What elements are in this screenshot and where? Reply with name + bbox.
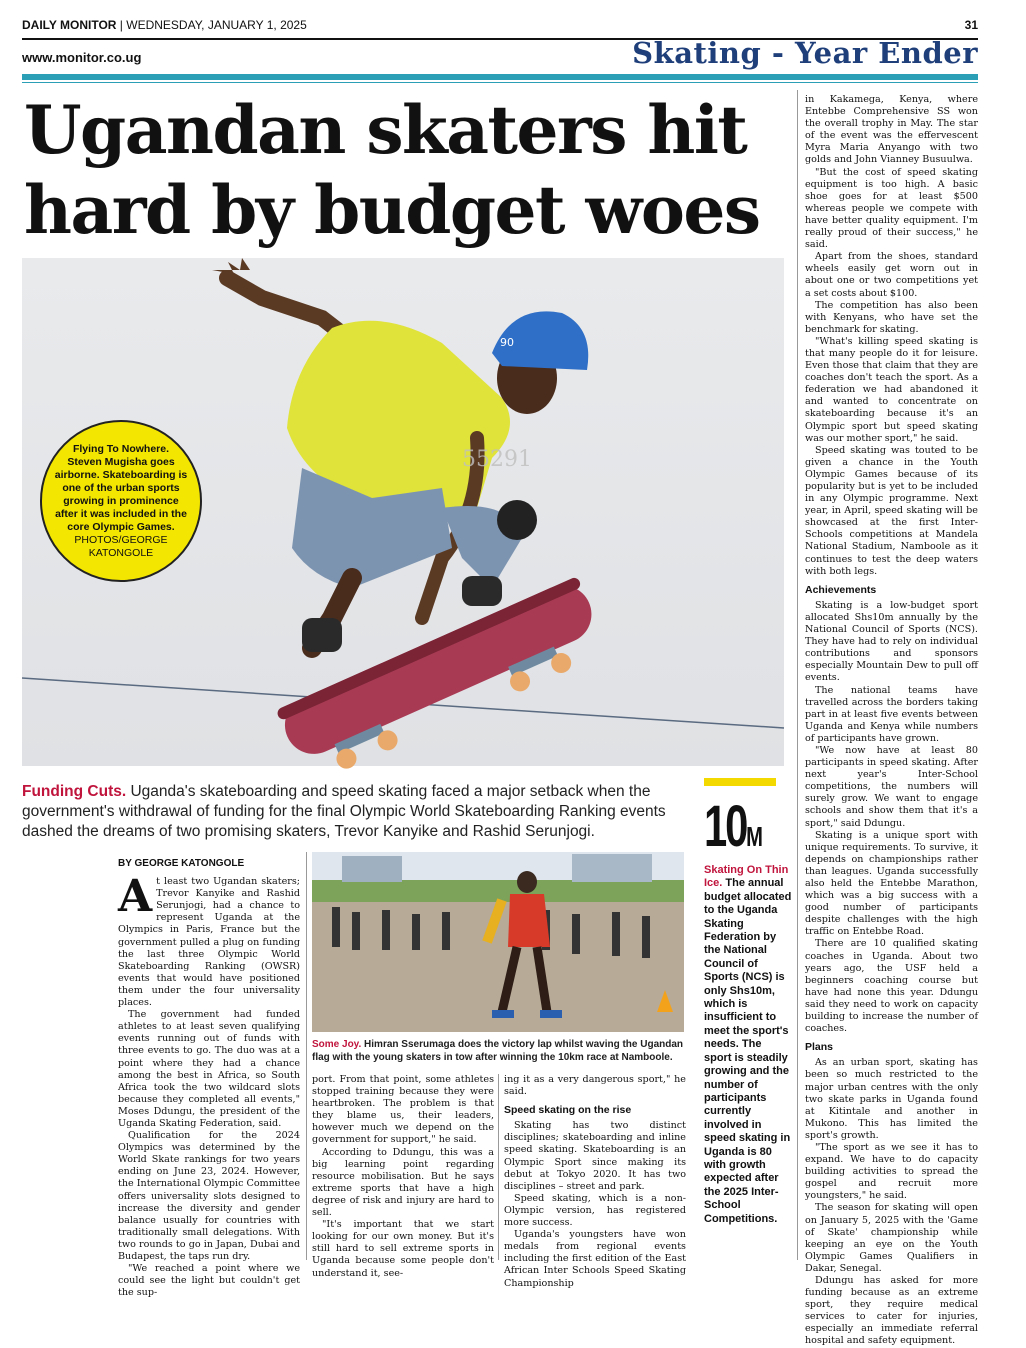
- photo-caption-bubble: [40, 420, 202, 582]
- stat-number: 10M: [704, 794, 761, 859]
- subheading-plans: Plans: [805, 1041, 834, 1054]
- article-column-1: [118, 858, 300, 1299]
- paragraph: Skating is a unique sport with unique requirements. To survive, it depends on championships rather than leagues. Uganda successfully also held the Entebbe Marathon, which was a big success with a good number of participants despite challenges with the high traffic on Entebbe Road.: [805, 829, 978, 938]
- drop-cap: A: [118, 871, 153, 923]
- paragraph: The season for skating will open on January 5, 2025 with the 'Game of Skate' championship while keeping an eye on the Youth Olympic Games Qualifiers in Dakar, Senegal.: [805, 1202, 978, 1274]
- bubble-body: Steven Mugisha goes airborne. Skateboarding is one of the urban sports growing in prominence after it was included in the core Olympic Games.: [54, 455, 188, 533]
- paragraph: As an urban sport, skating has been so much restricted to the major urban centres with the only two skate parks in Uganda found at Kitintale and another in Mukono. This has limited the sport's growth.: [805, 1057, 978, 1141]
- paragraph: ing it as a very dangerous sport," he said.: [504, 1074, 686, 1098]
- section-title: Skating - Year Ender: [632, 36, 978, 70]
- standfirst-lead: Funding Cuts.: [22, 783, 127, 800]
- race-caption-text: Himran Sserumaga does the victory lap whilst waving the Ugandan flag with the young skaters in tow after winning the 10km race at Namboole.: [312, 1039, 684, 1063]
- article-column-2: [312, 1074, 494, 1280]
- column-divider: [797, 90, 798, 1260]
- section-thin-rule: [22, 82, 978, 83]
- photo-credit: PHOTOS/GEORGE KATONGOLE: [74, 533, 168, 559]
- paragraph: The competition has also been with Kenyans, who have set the benchmark for skating.: [805, 299, 978, 335]
- race-illustration: [312, 852, 684, 1032]
- paragraph: "The sport as we see it has to expand. We have to do capacity building activities to spread the gospel and recruit more youngsters," he said.: [805, 1141, 978, 1202]
- paragraph: Skating has two distinct disciplines; skateboarding and inline speed skating. Skateboarding is an Olympic Sport since making its debut at Tokyo 2020. It has two disciplines – street and park.: [504, 1120, 686, 1192]
- paragraph: There are 10 qualified skating coaches in Uganda. About two years ago, the USF held a beginners coaching course but have had none this year. Ddungu said they need to work on capacity building to increase the number of coaches.: [805, 938, 978, 1035]
- headline-line-2: hard by budget woes: [24, 171, 760, 249]
- masthead-bar: [22, 18, 978, 36]
- site-url[interactable]: www.monitor.co.ug: [22, 50, 142, 65]
- paragraph: Uganda's youngsters have won medals from regional events including the first edition of the East African Inter Schools Speed Skating Championship: [504, 1229, 686, 1289]
- race-caption-lead: Some Joy.: [312, 1039, 362, 1050]
- paragraph: Speed skating, which is a non-Olympic version, has registered more success.: [504, 1192, 686, 1229]
- stat-accent-bar: [704, 778, 776, 786]
- paragraph: "What's killing speed skating is that many people do it for leisure. Even those that claim that they are coaches don't teach the sport. As a federation we had abandoned it and wanted to concentrate on skateboarding because it's an Olympic sport but speed skating was our mother sport," he said.: [805, 335, 978, 444]
- paragraph: "We reached a point where we could see the light but couldn't get the sup-: [118, 1263, 300, 1299]
- paragraph: Ddungu has asked for more funding because as an extreme sport, they require medical services to cater for injuries, especially an immediate referral hospital and safety equipment.: [805, 1275, 978, 1347]
- helmet-number: 90: [500, 336, 514, 349]
- article-column-3: [504, 1074, 686, 1290]
- paragraph: The national teams have travelled across the borders taking part in at least five events between Uganda and Kenya while numbers of participants have grown.: [805, 684, 978, 744]
- article-column-right: [805, 94, 978, 1348]
- paragraph: At least two Ugandan skaters; Trevor Kanyike and Rashid Serunjogi, had a chance to represent Uganda at the Olympics in Paris, France but the government pulled a plug on funding the last three Olympic World Skateboarding Ranking (OWSR) events that would have positioned them under the four universality places.: [118, 871, 300, 1009]
- standfirst: [22, 782, 696, 842]
- masthead-date: | WEDNESDAY, JANUARY 1, 2025: [116, 18, 307, 32]
- subheading-achievements: Achievements: [805, 583, 877, 596]
- stat-text: [704, 864, 792, 1226]
- paragraph: The government had funded athletes to at least seven qualifying events running out of funds with three events to go. The duo was at a point where they had a chance among the best in Africa, so South Africa took the two wildcard slots because they completed all events," Moses Ddungu, the president of the Uganda Skating Federation, said.: [118, 1009, 300, 1129]
- byline: BY GEORGE KATONGOLE: [118, 858, 245, 869]
- paragraph: Qualification for the 2024 Olympics was determined by the World Skate rankings for two years ending on June 23, 2024. However, the International Olympic Committee offers universality slots designed to increase the diversity and gender balance usually for countries with traditionally small delegations. With two rounds to go in Japan, Dubai and Budapest, the taps run dry.: [118, 1130, 300, 1262]
- paragraph: port. From that point, some athletes stopped training because they were heartbroken. The problem is that they blame us, their leaders, however much we depend on the government for support," he said.: [312, 1074, 494, 1146]
- headline-line-1: Ugandan skaters hit: [24, 91, 747, 169]
- headline: [24, 90, 794, 250]
- paragraph: According to Ddungu, this was a big learning point regarding resource mobilisation. But he says extreme sports that have a high degree of risk and injury are hard to sell.: [312, 1146, 494, 1219]
- bubble-title: Flying To Nowhere.: [72, 442, 170, 455]
- standfirst-text: Uganda's skateboarding and speed skating faced a major setback when the government's withdrawal of funding for the final Olympic World Skateboarding Ranking events dashed the dreams of two promising skaters, Trevor Kanyike and Rashid Serunjogi.: [22, 783, 666, 840]
- stat-body: The annual budget allocated to the Uganda Skating Federation by the National Council of Sports (NCS) is only Shs10m, which is insufficient to meet the sport's needs. The sport is steadily growing and the number of participants currently involved in speed skating in Uganda is 80 with growth expected after the 2025 Inter-School Competitions.: [704, 877, 792, 1225]
- column-divider: [498, 1074, 499, 1260]
- stat-lead: Skating On Thin Ice.: [704, 864, 789, 890]
- race-photo: [312, 852, 684, 1032]
- paragraph: Skating is a low-budget sport allocated Shs10m annually by the National Council of Sports (NCS). They have had to rely on individual contributions and sponsors especially Mountain Dew to pull off events.: [805, 599, 978, 684]
- section-rule: [22, 74, 978, 80]
- photo-watermark: 55291: [462, 447, 532, 472]
- paragraph: "It's important that we start looking for our own money. But it's still hard to sell extreme sports in Uganda because some people don't understand it, see-: [312, 1219, 494, 1279]
- paragraph: Speed skating was touted to be given a chance in the Youth Olympic Games because of its popularity but is yet to be included in any Olympic programme. Next year, in April, speed skating will be showcased at the first Inter-Schools competitions at Mandela National Stadium, Namboole as it continues to test the deep waters with both legs.: [805, 444, 978, 577]
- race-photo-caption: [312, 1038, 684, 1064]
- subheading-speed-skating: Speed skating on the rise: [504, 1104, 632, 1117]
- paragraph: "We now have at least 80 participants in speed skating. After next year's Inter-School competitions, the numbers will surely grow. We want to engage schools and show them that it's a sport," said Ddungu.: [805, 744, 978, 829]
- page-number: 31: [964, 18, 978, 32]
- paragraph: "But the cost of speed skating equipment is too high. A basic shoe goes for at least $500 whereas people we compete with have better quality equipment. I'm really proud of their success," he said.: [805, 166, 978, 251]
- paragraph: in Kakamega, Kenya, where Entebbe Comprehensive SS won the overall trophy in May. The star of the event was the effervescent Myra Maria Anyango with two golds and John Vianney Busuulwa.: [805, 94, 978, 166]
- column-divider: [306, 852, 307, 1260]
- masthead-brand: DAILY MONITOR: [22, 18, 117, 32]
- paragraph: Apart from the shoes, standard wheels easily get worn out in about one or two competitions yet a set costs about $100.: [805, 251, 978, 299]
